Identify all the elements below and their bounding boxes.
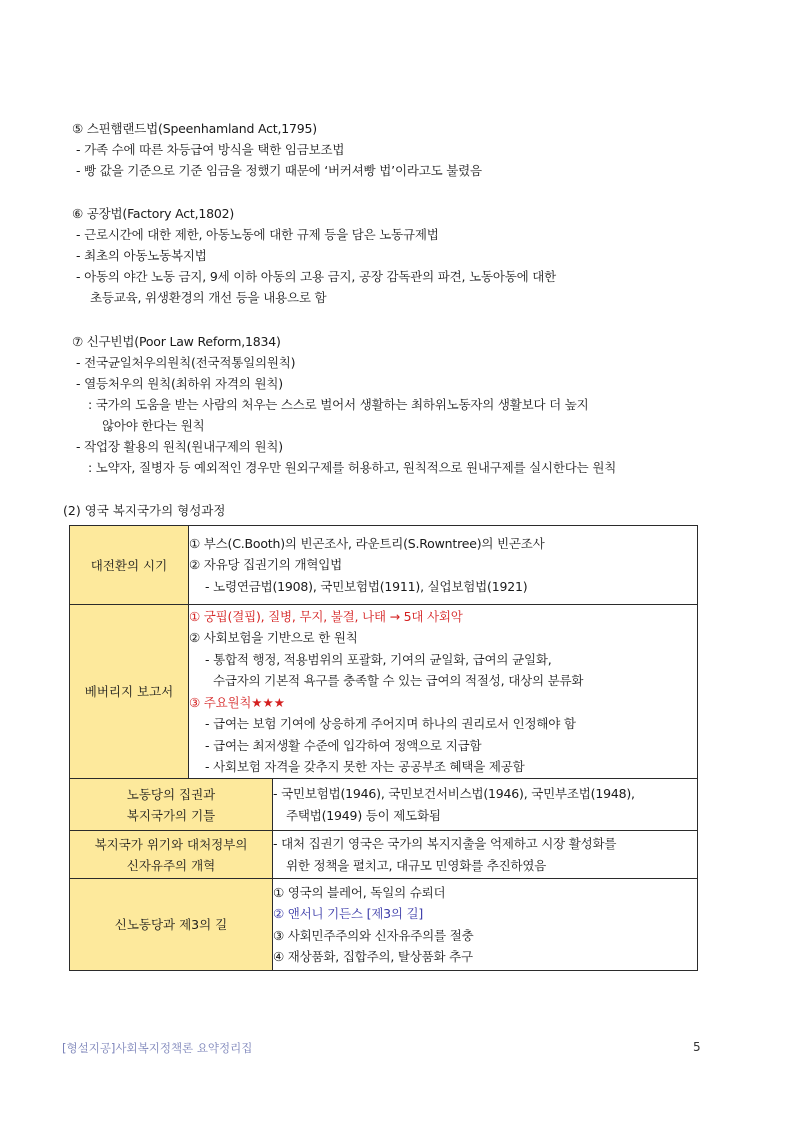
footer-title: [형설지공]사회복지정책론 요약정리집 bbox=[62, 1041, 253, 1055]
explanation-line: : 국가의 도움을 받는 사람의 처우는 스스로 벌어서 생활하는 최하위노동자의 생활보다 더 높지 bbox=[88, 397, 589, 412]
section-heading: (2) 영국 복지국가의 형성과정 bbox=[63, 503, 226, 518]
item-factory-act bbox=[68, 203, 748, 308]
content-line: ② 사회보험을 기반으로 한 원칙 bbox=[189, 630, 358, 645]
label-line: 노동당의 집권과 bbox=[126, 786, 216, 802]
label-line: 신자유주의 개혁 bbox=[126, 857, 216, 873]
content-line: - 대처 집권기 영국은 국가의 복지지출을 억제하고 시장 활성화를 bbox=[273, 836, 617, 851]
table-row bbox=[70, 831, 698, 879]
row-label: 대전환의 시기 bbox=[70, 526, 189, 605]
content-line: ④ 재상품화, 집합주의, 탈상품화 추구 bbox=[273, 949, 473, 964]
bullet-line: - 가족 수에 따른 차등급여 방식을 택한 임금보조법 bbox=[76, 142, 345, 157]
item-poor-law-reform bbox=[68, 331, 748, 478]
content-line bbox=[189, 692, 697, 714]
row-content bbox=[189, 605, 698, 779]
content-line: - 급여는 최저생활 수준에 입각하여 정액으로 지급함 bbox=[205, 737, 482, 753]
key-principles-label: ③ 주요원칙 bbox=[189, 694, 252, 710]
content-line: 수급자의 기본적 욕구를 충족할 수 있는 급여의 적절성, 대상의 분류화 bbox=[213, 673, 584, 688]
row-label bbox=[70, 779, 273, 831]
content-line: ② 자유당 집권기의 개혁입법 bbox=[189, 557, 342, 573]
table-row bbox=[70, 526, 698, 605]
bullet-line: - 아동의 야간 노동 금지, 9세 이하 아동의 고용 금지, 공장 감독관의 파견, 노동아동에 대한 bbox=[76, 269, 556, 284]
table-row bbox=[70, 879, 698, 971]
content-line: - 국민보험법(1946), 국민보건서비스법(1946), 국민부조법(1948), bbox=[273, 786, 635, 801]
bullet-line: - 전국균일처우의원칙(전국적통일의원칙) bbox=[76, 355, 296, 370]
continuation-line: 않아야 한다는 원칙 bbox=[102, 418, 205, 433]
page-number: 5 bbox=[693, 1040, 701, 1054]
content-line: 위한 정책을 펼치고, 대규모 민영화를 추진하였음 bbox=[286, 857, 547, 873]
content-line: - 통합적 행정, 적용범위의 포괄화, 기여의 균일화, 급여의 균일화, bbox=[205, 651, 552, 667]
content-line: - 사회보험 자격을 갖추지 못한 자는 공공부조 혜택을 제공함 bbox=[205, 759, 525, 774]
content-line: 주택법(1949) 등이 제도화됨 bbox=[286, 807, 441, 823]
continuation-line: 초등교육, 위생환경의 개선 등을 내용으로 함 bbox=[90, 290, 327, 305]
row-content bbox=[273, 831, 698, 879]
row-content bbox=[189, 526, 698, 605]
label-line: 복지국가 위기와 대처정부의 bbox=[94, 836, 248, 852]
explanation-line: : 노약자, 질병자 등 예외적인 경우만 원외구제를 허용하고, 원칙적으로 원내구제를 실시한다는 원칙 bbox=[88, 460, 617, 475]
row-content bbox=[273, 879, 698, 971]
bullet-line: - 작업장 활용의 원칙(원내구제의 원칙) bbox=[76, 439, 283, 454]
content-line: - 노령연금법(1908), 국민보험법(1911), 실업보험법(1921) bbox=[205, 578, 528, 594]
bullet-line: - 열등처우의 원칙(최하위 자격의 원칙) bbox=[76, 376, 283, 391]
item-title: ⑤ 스핀햄랜드법(Speenhamland Act,1795) bbox=[72, 121, 317, 136]
welfare-state-table-a bbox=[69, 525, 698, 779]
content-line: ① 부스(C.Booth)의 빈곤조사, 라운트리(S.Rowntree)의 빈곤조사 bbox=[189, 535, 545, 551]
item-speenhamland bbox=[68, 118, 748, 181]
bullet-line: - 빵 값을 기준으로 기준 임금을 정했기 때문에 ‘버커셔빵 법’이라고도 불렸음 bbox=[76, 163, 482, 178]
content-line: ② 앤서니 기든스 [제3의 길] bbox=[273, 906, 424, 921]
row-label: 베버리지 보고서 bbox=[70, 605, 189, 779]
welfare-state-table-b bbox=[69, 778, 698, 971]
content-line: ① 궁핍(결핍), 질병, 무지, 불결, 나태 → 5대 사회악 bbox=[189, 608, 463, 624]
content-line: ③ 사회민주주의와 신자유주의를 절충 bbox=[273, 927, 474, 943]
row-label: 신노동당과 제3의 길 bbox=[70, 879, 273, 971]
row-label bbox=[70, 831, 273, 879]
item-title: ⑥ 공장법(Factory Act,1802) bbox=[72, 206, 235, 221]
table-row bbox=[70, 605, 698, 779]
star-icon: ★★★ bbox=[251, 694, 285, 710]
row-content bbox=[273, 779, 698, 831]
bullet-line: - 근로시간에 대한 제한, 아동노동에 대한 규제 등을 담은 노동규제법 bbox=[76, 227, 439, 242]
item-title: ⑦ 신구빈법(Poor Law Reform,1834) bbox=[72, 334, 281, 349]
content-line: ① 영국의 블레어, 독일의 슈뢰더 bbox=[273, 884, 446, 900]
table-row bbox=[70, 779, 698, 831]
label-line: 복지국가의 기틀 bbox=[126, 807, 216, 823]
bullet-line: - 최초의 아동노동복지법 bbox=[76, 248, 207, 263]
content-line: - 급여는 보험 기여에 상응하게 주어지며 하나의 권리로서 인정해야 함 bbox=[205, 716, 576, 731]
